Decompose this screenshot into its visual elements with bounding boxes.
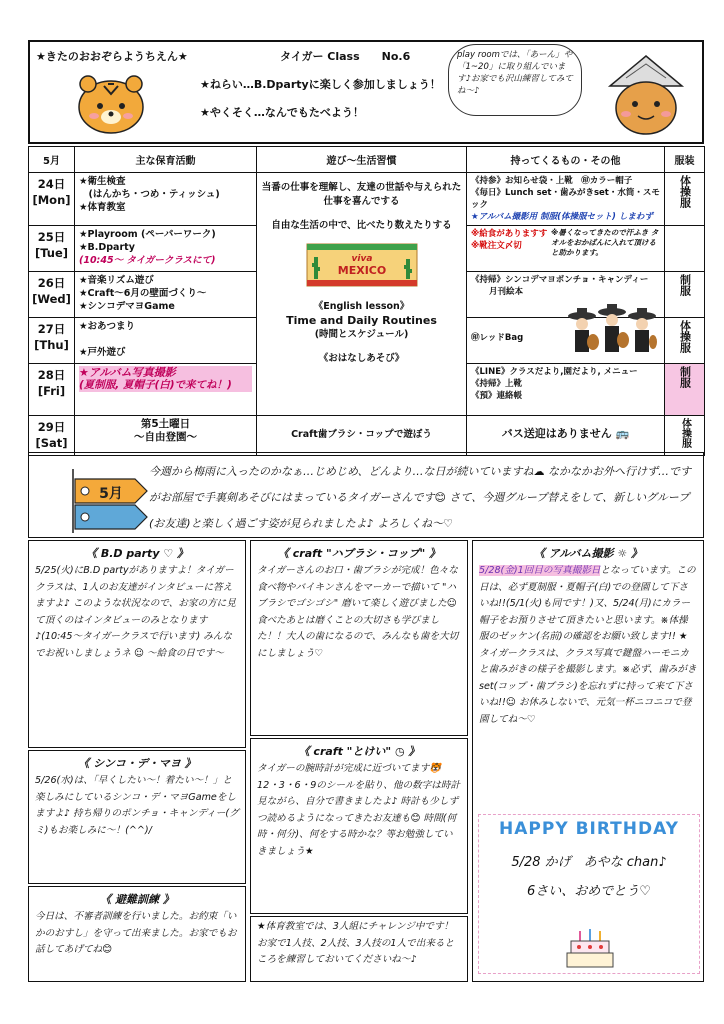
bd-party-section <box>28 540 246 748</box>
table-row <box>29 416 705 456</box>
english-lesson-label: 《English lesson》 <box>313 301 410 312</box>
activity-cell: ★アルバム写真撮影 (夏制服, 夏帽子(白)で来てね！) <box>75 364 257 416</box>
weekly-promise: ★やくそく…なんでもたべよう！ <box>200 106 364 119</box>
weekly-schedule-table <box>28 146 705 456</box>
section-title: 《 アルバム撮影 ☼ 》 <box>533 547 643 560</box>
uniform-cell: 体操服 <box>665 416 705 456</box>
birthday-child-name: 5/28 かげ あやな chan♪ <box>511 855 667 870</box>
activity-cell: ★衛生検査 (はんかち・つめ・ティッシュ) ★体育教室 <box>75 173 257 226</box>
birthday-title: HAPPY BIRTHDAY <box>499 819 679 839</box>
uniform-cell: 体操服 <box>665 318 705 364</box>
uniform-cell <box>665 226 705 272</box>
album-body-b: ※必ず、歯みがきset(コップ・歯ブラシ)を忘れずに持って来て下さいね!!☺ お休みしないで、元気一杯ニコニコで登園してね～♡ <box>479 664 697 725</box>
habits-cell: Craft歯ブラシ・コップで遊ぼう <box>257 416 467 456</box>
bring-cell: バス送迎はありません 🚌 <box>467 416 665 456</box>
day-cell: 26日 [Wed] <box>29 272 75 318</box>
activities-header: 主な保育活動 <box>75 147 257 173</box>
pe-class-section <box>250 916 468 982</box>
craft-clock-section <box>250 738 468 914</box>
section-title: 《 避難訓練 》 <box>100 893 174 906</box>
craft-toothbrush-section <box>250 540 468 736</box>
habits-cell <box>257 173 467 416</box>
section-title: 《 シンコ・デ・マヨ 》 <box>78 757 196 770</box>
bring-header: 持ってくるもの・その他 <box>467 147 665 173</box>
weekly-aim: ★ねらい…B.Dpartyに楽しく参加しましょう！ <box>200 78 441 91</box>
day-cell: 29日 [Sat] <box>29 416 75 456</box>
day-cell: 28日 [Fri] <box>29 364 75 416</box>
english-topic: Time and Daily Routines <box>286 314 437 327</box>
album-body-a: となっています。この日は、必ず夏制服・夏帽子(白)での登園して下さいね!!(5/1(火)も同です！)又、5/24(月)にカラー帽子をお預りさせて頂きたいと思います。※体操服のゼッケン(名前)の確認をお願い致します!! ★タイガークラスは、クラス写真で鍵盤ハーモニカと歯みがきの様子を撮影します。 <box>479 565 696 675</box>
activity-cell: ★Playroom (ペーパーワーク) ★B.Dparty (10:45～ タイガークラスにて) <box>75 226 257 272</box>
section-title: 《 craft "とけい" ◷ 》 <box>298 745 420 758</box>
bring-cell: ※給食がありますす ※靴注文〆切 ※暑くなってきたので汗ふき タオルをおかばんに入れて頂けると助かります。 <box>467 226 665 272</box>
section-title: 《 B.D party ♡ 》 <box>85 547 189 560</box>
uniform-cell: 体操服 <box>665 173 705 226</box>
section-body: ★体育教室では、3人組にチャレンジ中です！お家で1人技、2人技、3人技の1人で出来るところを練習しておいてくださいね～♪ <box>257 921 455 965</box>
section-body: 5/26(水)は、「早くしたい～！着たい～！」と楽しみにしているシンコ・デ・マヨGameをしますよ♪ 持ち帰りのポンチョ・キャンディー(グミ)もお楽しみに～！(^^)/ <box>35 775 239 836</box>
class-title: タイガー Class No.6 <box>280 50 411 63</box>
table-row <box>29 173 705 226</box>
day-cell: 25日 [Tue] <box>29 226 75 272</box>
habit-goal-1: 当番の仕事を理解し、友達の世話や与えられた仕事を喜んでする <box>261 182 462 207</box>
uniform-cell: 制服 <box>665 272 705 318</box>
story-play-label: 《おはなしあそび》 <box>318 353 405 364</box>
habit-goal-2: 自由な生活の中で、比べたり数えたりする <box>271 220 452 231</box>
school-name: ★きたのおおぞらようちえん★ <box>36 50 188 63</box>
svg-text:5月: 5月 <box>99 486 123 502</box>
newsletter-header <box>28 40 704 144</box>
section-body: タイガーさんのお口・歯ブラシが完成！色々な食べ物やバイキンさんをマーカーで描いて "ハブラシでゴシゴシ" 磨いて楽しく遊びました☺ 食べたあとは磨くことの大切さも学びました！！大人の歯になるので、みんなも歯を大切にしましょう♡ <box>257 565 459 659</box>
english-topic-jp: (時間とスケジュール) <box>314 329 409 340</box>
teacher-speech-bubble: play roomでは、「あーん」や「1~20」に取り組んでいます♪お家でも沢山練習してみてね～♪ <box>448 44 582 116</box>
day-cell: 27日 [Thu] <box>29 318 75 364</box>
viva-mexico-illustration-icon <box>306 243 418 287</box>
svg-text:viva: viva <box>351 254 372 264</box>
activity-cell: ★音楽リズム遊び ★Craft～6月の壁面づくり～ ★シンコデマヨGame <box>75 272 257 318</box>
bring-cell: 《持参》お知らせ袋・上靴 ㊞カラー帽子 《毎日》Lunch set・歯みがきset・水筒・スモック ★アルバム撮影用 制服(体操服セット) しまわず <box>467 173 665 226</box>
bring-cell: 《持帰》シンコデマヨポンチョ・キャンディー 月刊絵本 <box>467 272 665 318</box>
bring-cell: ㊞レッドBag <box>467 318 665 364</box>
cinco-de-mayo-section <box>28 750 246 884</box>
mariachi-band-icon <box>567 302 657 358</box>
section-body: 5/25(火)にB.D partyがありますよ！タイガークラスは、1人のお友達がインタビューに答えますよ♪ このような状況なので、お家の方に見て頂くのはインタビューのみとなります♪(10:45～タイガークラスで行います) みんなでお祝いしましょうネ ☺ ～給食の日です～ <box>35 565 236 659</box>
bus-icon: 🚌 <box>615 427 630 440</box>
section-body: 今日は、不審者訓練を行いました。お約束「いかのおすし」を守って出来ました。お家でもお話してあげてね😊 <box>35 911 237 955</box>
teacher-with-helmet-icon <box>596 50 696 138</box>
month-header: 5月 <box>29 147 75 173</box>
album-date-highlight: 5/28(金)1回目の写真撮影日 <box>479 565 601 576</box>
weekly-intro <box>28 452 704 538</box>
activity-cell: ★おあつまり ★戸外遊び <box>75 318 257 364</box>
section-body: タイガーの腕時計が完成に近づいてます🐯 12・3・6・9のシールを貼り、他の数字は時計見ながら、自分で書きましたよ♪ 時計も少しずつ読めるようになってきたお友達も😊 時間(何時・何分)、何をする時かな？等お勉強していきましょう★ <box>257 763 461 857</box>
habits-header: 遊び～生活習慣 <box>257 147 467 173</box>
intro-text: 今週から梅雨に入ったのかなぁ…じめじめ、どんより…な日が続いていますね☁ なかなかお外へ行けず…ですがお部屋で手裏剣あそびにはまっているタイガーさんです😊 さて、今週グループ替えをして、新しいグループ(お友達)と楽しく過ごす姿が見られましたよ♪ よろしくね～♡ <box>149 465 692 530</box>
birthday-cake-icon <box>565 927 615 971</box>
activity-cell: 第5土曜日 ～自由登園～ <box>75 416 257 456</box>
schedule-header-row <box>29 147 705 173</box>
day-cell: 24日 [Mon] <box>29 173 75 226</box>
uniform-header: 服装 <box>665 147 705 173</box>
birthday-card <box>478 814 700 974</box>
bring-cell: 《LINE》クラスだより,園だより, メニュー 《持帰》上靴 《預》連絡帳 <box>467 364 665 416</box>
section-title: 《 craft "ハブラシ・コップ" 》 <box>277 547 441 560</box>
koinobori-carp-icon <box>69 469 149 533</box>
evacuation-drill-section <box>28 886 246 982</box>
birthday-message: 6さい、おめでとう♡ <box>527 884 651 899</box>
svg-text:MEXICO: MEXICO <box>337 264 386 277</box>
uniform-cell: 制服 <box>665 364 705 416</box>
tiger-mascot-icon <box>74 72 148 134</box>
